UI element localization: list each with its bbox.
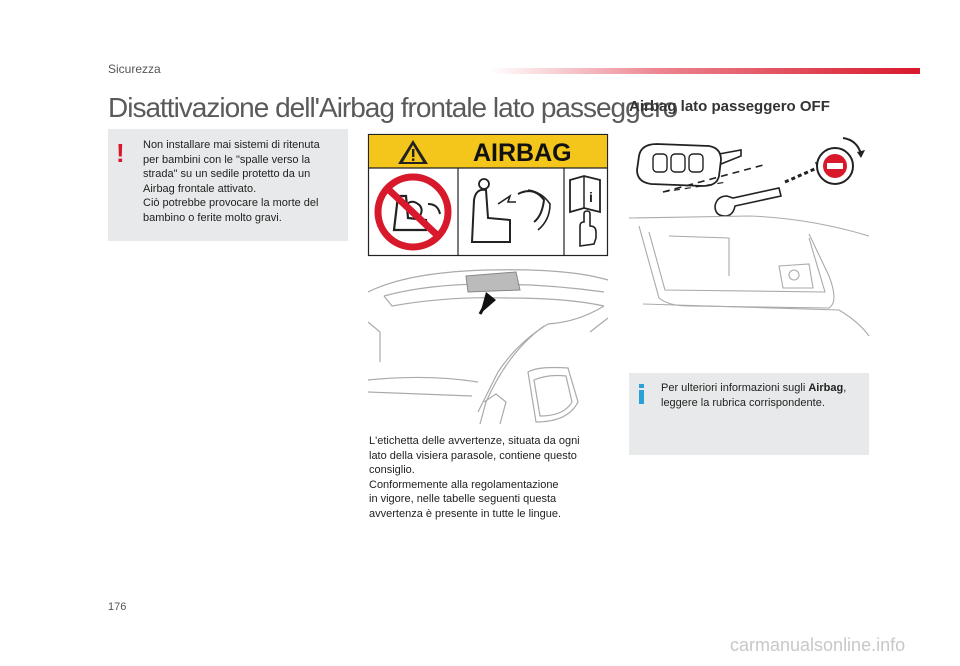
- info-airbag-link: Airbag: [808, 382, 844, 394]
- body-line: lato della visiera parasole, contiene questo: [369, 449, 577, 462]
- warning-text: [143, 138, 338, 225]
- info-line-prefix: Per ulteriori informazioni sugli: [661, 382, 809, 394]
- watermark: carmanualsonline.info: [730, 635, 906, 655]
- section-name: Sicurezza: [108, 62, 161, 76]
- info-icon: [639, 384, 644, 404]
- warning-line: per bambini con le "spalle verso la: [143, 153, 311, 166]
- body-line: in vigore, nelle tabelle seguenti questa: [369, 493, 557, 505]
- header-rule: [490, 68, 920, 74]
- info-line: leggere la rubrica corrispondente.: [661, 396, 825, 409]
- no-rear-facing-child-seat-icon: [378, 177, 448, 247]
- body-text: [369, 434, 599, 521]
- warning-line: Ciò potrebbe provocare la morte del: [143, 197, 319, 209]
- svg-text:i: i: [589, 189, 593, 205]
- body-line: L'etichetta delle avvertenze, situata da ogni: [369, 435, 580, 447]
- info-text: [661, 381, 861, 410]
- warning-line: Non installare mai sistemi di ritenuta: [143, 139, 320, 151]
- body-line: consiglio.: [369, 464, 415, 476]
- warning-line: Airbag frontale attivato.: [143, 182, 257, 195]
- page-title: Disattivazione dell'Airbag frontale lato passeggero: [108, 92, 678, 123]
- airbag-switch-icon: [817, 138, 865, 184]
- airbag-banner-text: AIRBAG: [473, 139, 572, 167]
- key-switch-illustration: [629, 126, 869, 336]
- warning-line: bambino o ferite molto gravi.: [143, 211, 282, 224]
- car-interior-illustration: [368, 262, 608, 424]
- airbag-warning-label: [368, 134, 608, 256]
- label-position-marker: [466, 272, 520, 314]
- info-line-suffix: ,: [843, 382, 847, 394]
- body-line: avvertenza è presente in tutte le lingue.: [369, 507, 562, 520]
- key-blade-icon: [715, 188, 781, 216]
- body-line: Conformemente alla regolamentazione: [369, 478, 559, 491]
- page-number: 176: [108, 601, 127, 613]
- section-heading: Airbag lato passeggero OFF: [629, 98, 830, 115]
- remote-key-icon: [637, 144, 741, 186]
- warning-icon: !: [116, 138, 125, 168]
- warning-line: strada" su un sedile protetto da un: [143, 168, 311, 180]
